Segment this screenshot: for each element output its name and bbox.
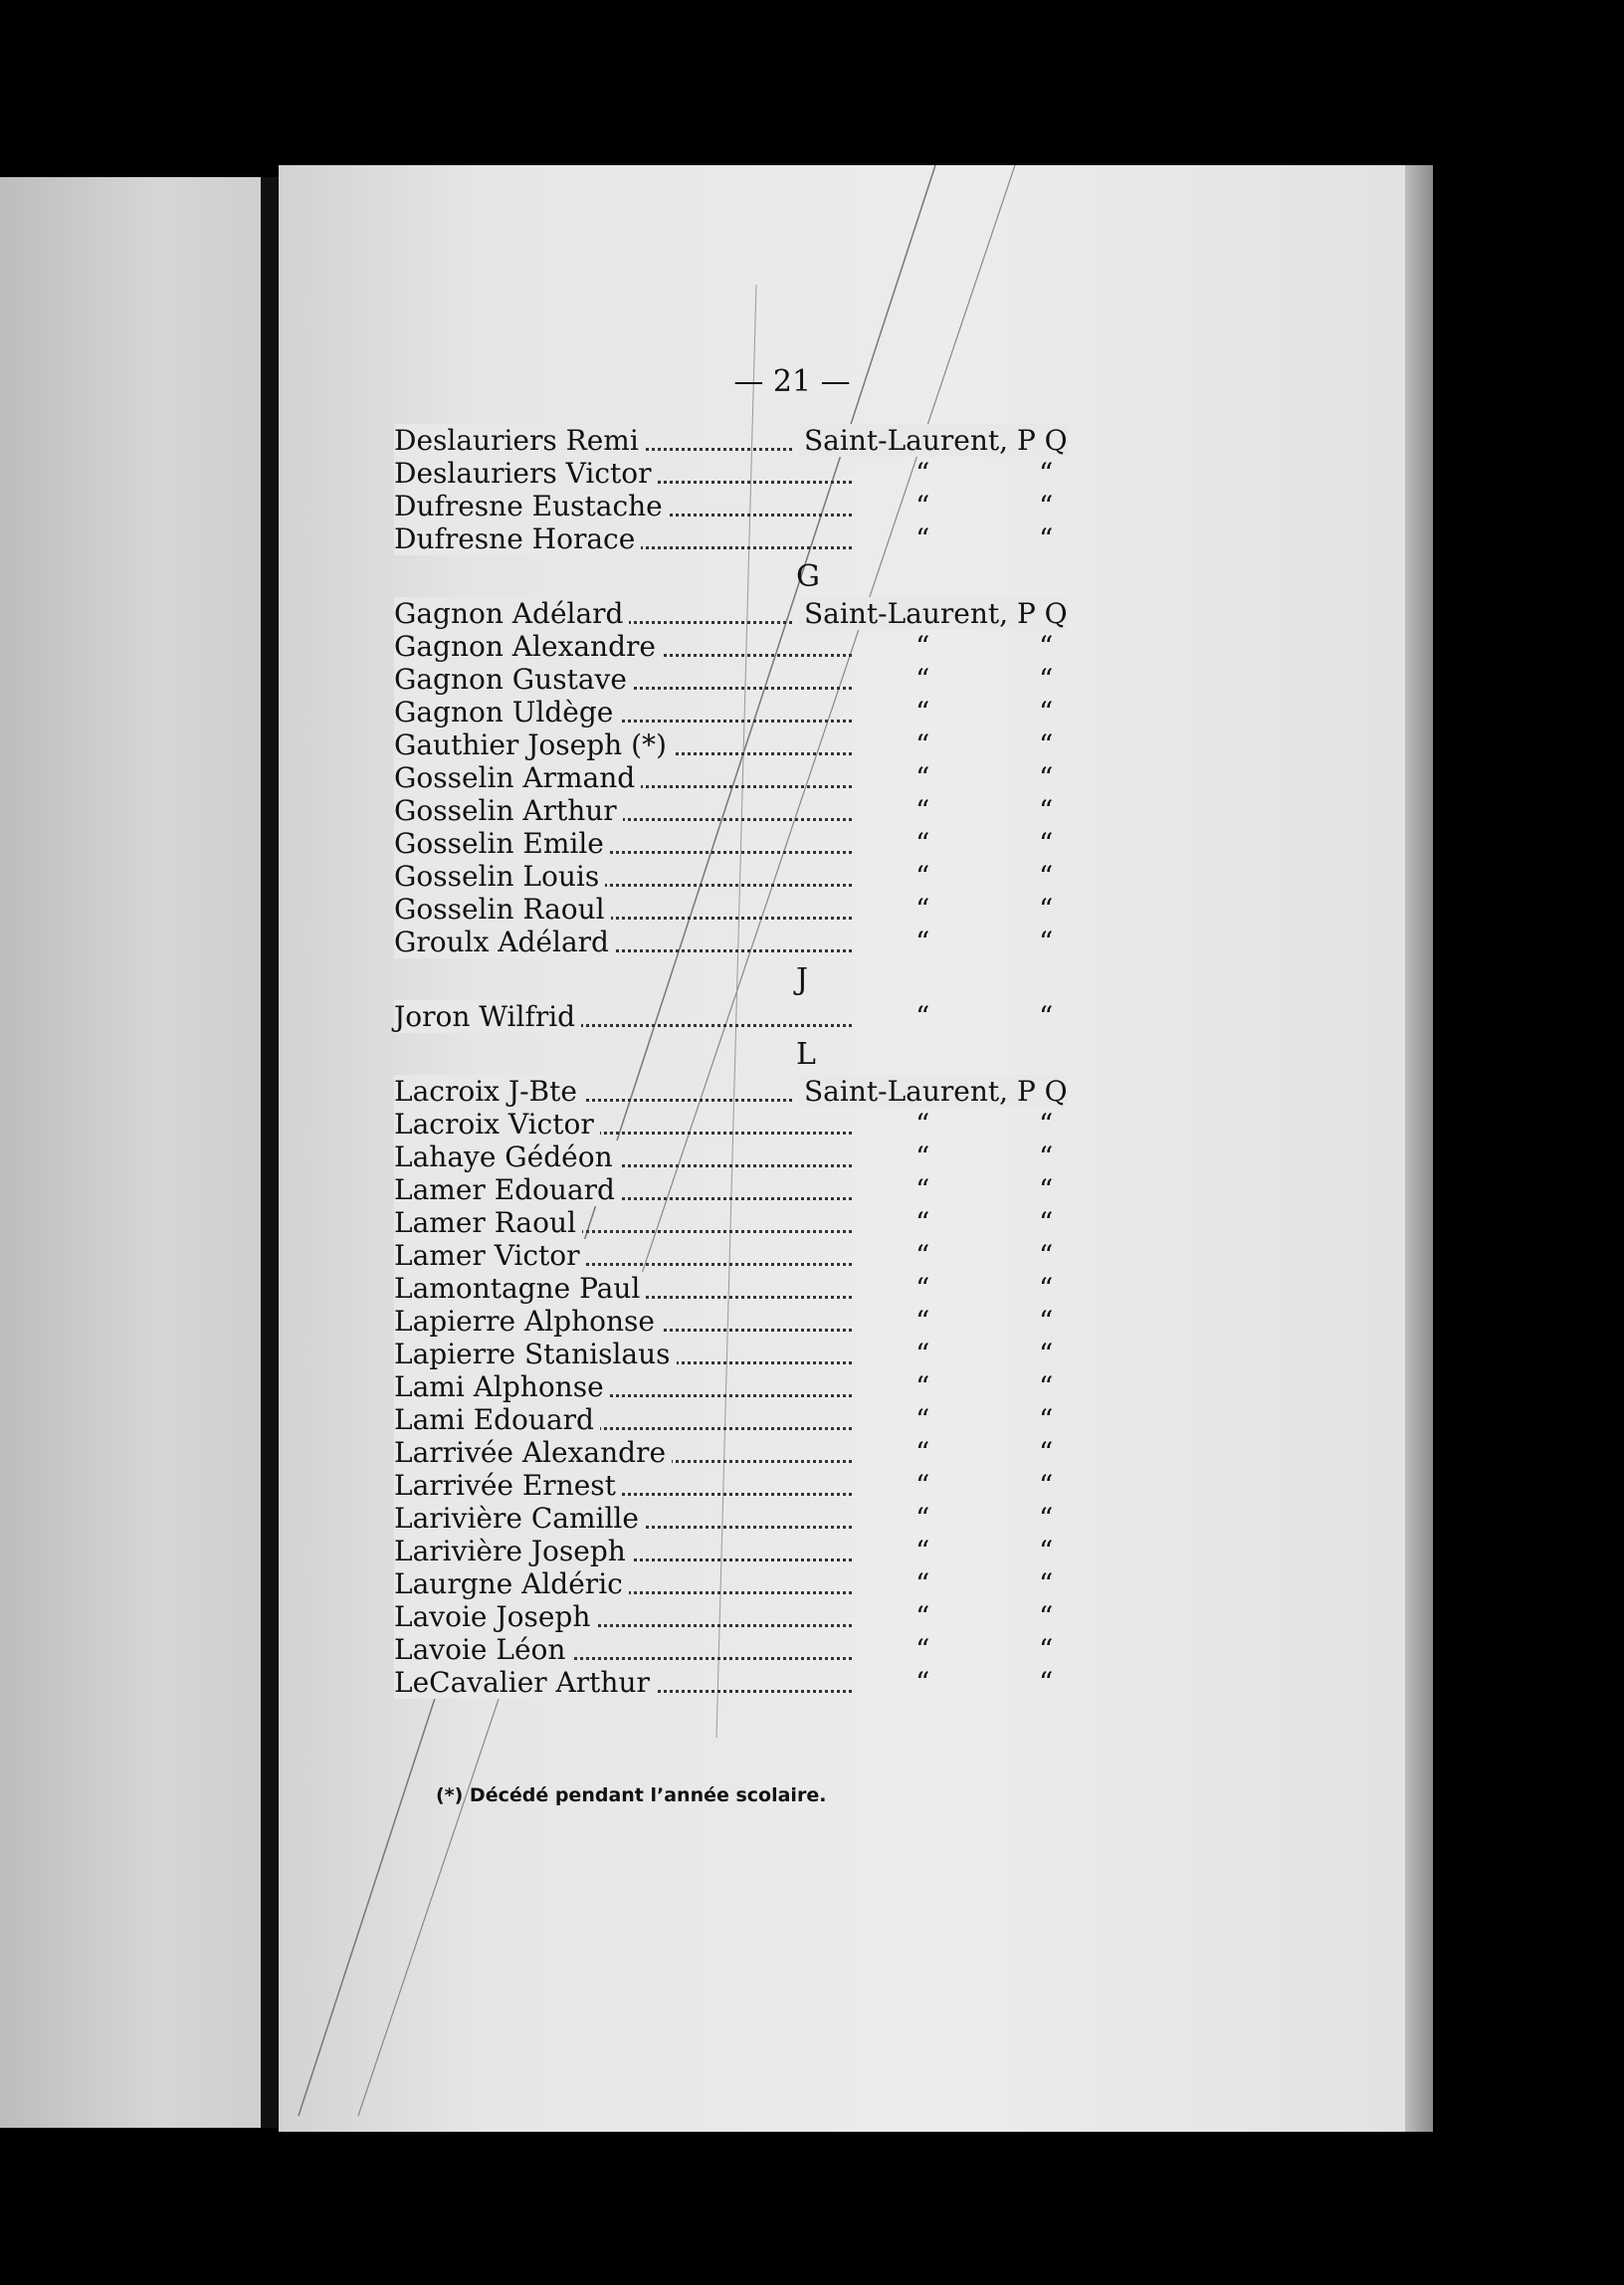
- student-name: [394, 1338, 677, 1370]
- ditto-mark: “: [915, 794, 930, 827]
- ditto-mark: “: [1039, 1173, 1054, 1206]
- student-name: [394, 696, 619, 728]
- section-letter: [394, 1033, 1091, 1075]
- ditto-mark: “: [915, 1633, 930, 1666]
- ditto-mark: “: [915, 761, 930, 794]
- student-name-text: Lapierre Stanislaus: [394, 1338, 677, 1370]
- student-name: [394, 490, 669, 522]
- ditto-mark: “: [1039, 457, 1054, 490]
- ditto-mark: “: [915, 1108, 930, 1141]
- ditto-mark: “: [915, 1206, 930, 1239]
- page-number: — 21 —: [733, 364, 851, 399]
- list-item: [394, 1305, 1091, 1338]
- ditto-mark: “: [915, 696, 930, 728]
- student-name-text: Deslauriers Victor: [394, 457, 658, 490]
- list-item: [394, 522, 1091, 555]
- ditto-mark: “: [1039, 1239, 1054, 1272]
- student-name: [394, 1239, 586, 1272]
- ditto-mark: “: [915, 457, 930, 490]
- ditto-mark: “: [1039, 1666, 1054, 1699]
- student-name-text: Gagnon Adélard: [394, 597, 629, 630]
- ditto-mark: “: [915, 860, 930, 893]
- list-item: [394, 490, 1091, 522]
- ditto-mark: “: [915, 1370, 930, 1403]
- list-item: [394, 860, 1091, 893]
- ditto-mark: “: [1039, 1633, 1054, 1666]
- student-name-text: Lami Alphonse: [394, 1370, 610, 1403]
- list-item: [394, 663, 1091, 696]
- student-name-text: Lapierre Alphonse: [394, 1305, 661, 1338]
- student-name: [394, 1305, 661, 1338]
- student-name: [394, 1206, 582, 1239]
- student-name: [394, 1633, 571, 1666]
- ditto-mark: “: [1039, 1000, 1054, 1033]
- ditto-mark: “: [915, 1535, 930, 1567]
- ditto-mark: “: [915, 1469, 930, 1502]
- student-name: [394, 1469, 622, 1502]
- student-name-text: Lamer Edouard: [394, 1173, 621, 1206]
- ditto-mark: “: [1039, 663, 1054, 696]
- ditto-mark: “: [1039, 1338, 1054, 1370]
- list-item: [394, 1403, 1091, 1436]
- student-list: [394, 424, 1091, 1699]
- student-name-text: Groulx Adélard: [394, 926, 615, 958]
- ditto-mark: “: [915, 1173, 930, 1206]
- list-item: [394, 1600, 1091, 1633]
- ditto-mark: “: [1039, 1305, 1054, 1338]
- student-name-text: Gosselin Armand: [394, 761, 641, 794]
- student-name: [394, 1108, 600, 1141]
- ditto-mark: “: [915, 1436, 930, 1469]
- student-name: [394, 893, 611, 926]
- student-name-text: Gosselin Arthur: [394, 794, 623, 827]
- ditto-mark: “: [915, 522, 930, 555]
- list-item: [394, 457, 1091, 490]
- student-name: [394, 926, 615, 958]
- ditto-mark: “: [1039, 794, 1054, 827]
- student-name: [394, 794, 623, 827]
- student-name: [394, 860, 605, 893]
- student-name-text: Larivière Joseph: [394, 1535, 632, 1567]
- ditto-mark: “: [915, 1567, 930, 1600]
- student-name-text: Lavoie Joseph: [394, 1600, 596, 1633]
- ditto-mark: “: [1039, 926, 1054, 958]
- ditto-mark: “: [915, 630, 930, 663]
- list-item: [394, 1108, 1091, 1141]
- list-item: [394, 424, 1091, 457]
- student-name: [394, 1272, 646, 1305]
- ditto-mark: “: [1039, 1600, 1054, 1633]
- ditto-mark: “: [915, 1502, 930, 1535]
- ditto-mark: “: [915, 728, 930, 761]
- ditto-mark: “: [915, 1239, 930, 1272]
- student-name: [394, 728, 673, 761]
- student-name: [394, 1436, 672, 1469]
- student-name: [394, 1502, 645, 1535]
- student-name: [394, 1535, 632, 1567]
- ditto-mark: “: [1039, 1272, 1054, 1305]
- ditto-mark: “: [1039, 827, 1054, 860]
- list-item: [394, 926, 1091, 958]
- student-name: [394, 761, 641, 794]
- ditto-mark: “: [915, 827, 930, 860]
- footnote: (*) Décédé pendant l’année scolaire.: [436, 1784, 827, 1806]
- list-item: [394, 1206, 1091, 1239]
- list-item: [394, 728, 1091, 761]
- list-item: [394, 1000, 1091, 1033]
- ditto-mark: “: [1039, 893, 1054, 926]
- list-item: [394, 1272, 1091, 1305]
- student-name: [394, 630, 662, 663]
- student-name-text: Gagnon Alexandre: [394, 630, 662, 663]
- ditto-mark: “: [915, 1000, 930, 1033]
- book-gutter: [261, 177, 279, 2128]
- student-name-text: Lavoie Léon: [394, 1633, 571, 1666]
- list-item: [394, 1535, 1091, 1567]
- list-item: [394, 630, 1091, 663]
- student-name: [394, 1403, 600, 1436]
- list-item: [394, 597, 1091, 630]
- place-name: Saint-Laurent, P Q: [800, 424, 1068, 457]
- student-name-text: Gosselin Louis: [394, 860, 605, 893]
- list-item: [394, 1338, 1091, 1370]
- list-item: [394, 827, 1091, 860]
- student-name-text: Gagnon Uldège: [394, 696, 619, 728]
- student-name: [394, 1173, 621, 1206]
- list-item: [394, 1469, 1091, 1502]
- list-item: [394, 1436, 1091, 1469]
- ditto-mark: “: [1039, 1535, 1054, 1567]
- ditto-mark: “: [1039, 490, 1054, 522]
- ditto-mark: “: [1039, 1206, 1054, 1239]
- student-name: [394, 424, 645, 457]
- student-name: [394, 827, 610, 860]
- student-name-text: Dufresne Horace: [394, 522, 641, 555]
- student-name-text: Lami Edouard: [394, 1403, 600, 1436]
- ditto-mark: “: [915, 1403, 930, 1436]
- student-name-text: Lamontagne Paul: [394, 1272, 646, 1305]
- student-name-text: Larrivée Ernest: [394, 1469, 622, 1502]
- student-name: [394, 663, 633, 696]
- student-name-text: Dufresne Eustache: [394, 490, 669, 522]
- ditto-mark: “: [915, 490, 930, 522]
- section-letter: [394, 958, 1091, 1000]
- student-name-text: Lacroix Victor: [394, 1108, 600, 1141]
- ditto-mark: “: [915, 1272, 930, 1305]
- ditto-mark: “: [915, 1600, 930, 1633]
- student-name: [394, 1000, 581, 1033]
- student-name-text: Deslauriers Remi: [394, 424, 645, 457]
- list-item: [394, 1141, 1091, 1173]
- list-item: [394, 1370, 1091, 1403]
- list-item: [394, 1239, 1091, 1272]
- student-name-text: Laurgne Aldéric: [394, 1567, 629, 1600]
- student-name: [394, 1075, 583, 1108]
- student-name-text: Gagnon Gustave: [394, 663, 633, 696]
- ditto-mark: “: [1039, 696, 1054, 728]
- student-name-text: Larivière Camille: [394, 1502, 645, 1535]
- ditto-mark: “: [1039, 1141, 1054, 1173]
- ditto-mark: “: [1039, 860, 1054, 893]
- ditto-mark: “: [915, 1338, 930, 1370]
- ditto-mark: “: [1039, 1370, 1054, 1403]
- ditto-mark: “: [1039, 630, 1054, 663]
- list-item: [394, 1075, 1091, 1108]
- ditto-mark: “: [915, 1666, 930, 1699]
- list-item: [394, 794, 1091, 827]
- list-item: [394, 1173, 1091, 1206]
- student-name-text: LeCavalier Arthur: [394, 1666, 656, 1699]
- list-item: [394, 893, 1091, 926]
- ditto-mark: “: [1039, 1567, 1054, 1600]
- ditto-mark: “: [915, 1141, 930, 1173]
- list-item: [394, 761, 1091, 794]
- student-name-text: Lacroix J-Bte: [394, 1075, 583, 1108]
- student-name: [394, 1600, 596, 1633]
- page-edge: [1405, 165, 1433, 2132]
- list-item: [394, 1567, 1091, 1600]
- ditto-mark: “: [1039, 1436, 1054, 1469]
- student-name: [394, 1666, 656, 1699]
- student-name: [394, 457, 658, 490]
- student-name-text: Gauthier Joseph (*): [394, 728, 673, 761]
- ditto-mark: “: [915, 1305, 930, 1338]
- list-item: [394, 1633, 1091, 1666]
- student-name-text: Larrivée Alexandre: [394, 1436, 672, 1469]
- ditto-mark: “: [915, 663, 930, 696]
- list-item: [394, 1502, 1091, 1535]
- place-name: Saint-Laurent, P Q: [800, 597, 1068, 630]
- ditto-mark: “: [1039, 728, 1054, 761]
- student-name-text: Gosselin Raoul: [394, 893, 611, 926]
- facing-page-left: [0, 177, 261, 2128]
- section-letter-text: G: [796, 559, 820, 594]
- student-name-text: Joron Wilfrid: [394, 1000, 581, 1033]
- student-name-text: Gosselin Emile: [394, 827, 610, 860]
- student-name: [394, 1567, 629, 1600]
- section-letter: [394, 555, 1091, 597]
- student-name-text: Lamer Victor: [394, 1239, 586, 1272]
- ditto-mark: “: [915, 926, 930, 958]
- student-name: [394, 1370, 610, 1403]
- ditto-mark: “: [1039, 761, 1054, 794]
- student-name: [394, 597, 629, 630]
- student-name-text: Lahaye Gédéon: [394, 1141, 619, 1173]
- student-name: [394, 522, 641, 555]
- ditto-mark: “: [1039, 1502, 1054, 1535]
- ditto-mark: “: [1039, 1403, 1054, 1436]
- list-item: [394, 696, 1091, 728]
- list-item: [394, 1666, 1091, 1699]
- section-letter-text: J: [796, 962, 809, 997]
- ditto-mark: “: [1039, 522, 1054, 555]
- ditto-mark: “: [1039, 1108, 1054, 1141]
- ditto-mark: “: [915, 893, 930, 926]
- ditto-mark: “: [1039, 1469, 1054, 1502]
- place-name: Saint-Laurent, P Q: [800, 1075, 1068, 1108]
- student-name: [394, 1141, 619, 1173]
- section-letter-text: L: [796, 1037, 816, 1072]
- student-name-text: Lamer Raoul: [394, 1206, 582, 1239]
